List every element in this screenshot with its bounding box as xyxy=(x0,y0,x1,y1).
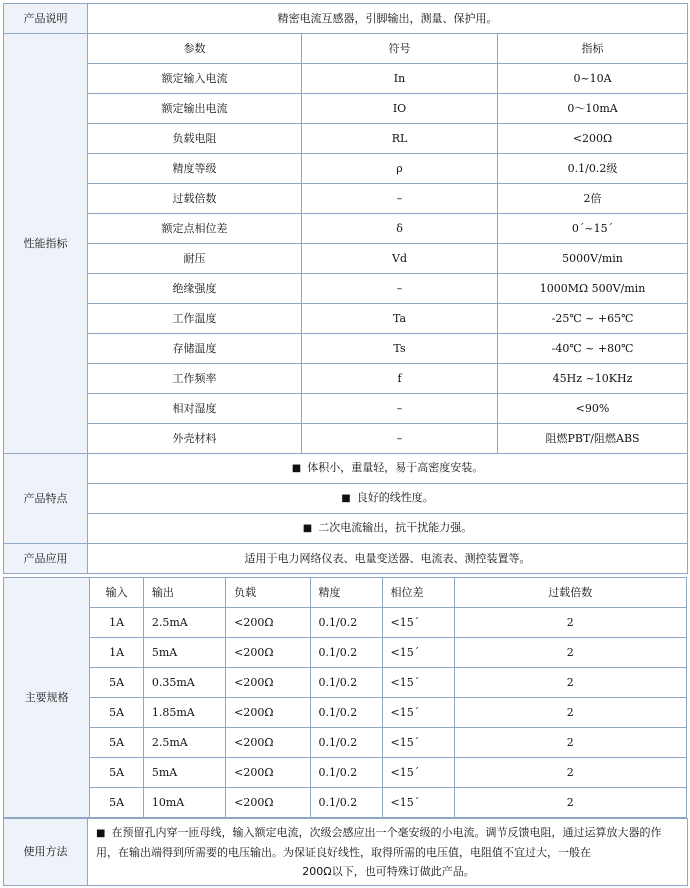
performance-row xyxy=(4,304,688,334)
param-cell: 精度等级 xyxy=(88,154,302,184)
symbol-cell: – xyxy=(302,424,498,454)
phase-cell: <15´ xyxy=(382,758,454,788)
usage-label: 使用方法 xyxy=(4,819,88,886)
param-cell: 过载倍数 xyxy=(88,184,302,214)
performance-row xyxy=(4,274,688,304)
param-cell: 工作频率 xyxy=(88,364,302,394)
usage-paragraph-end: 200Ω以下，也可特殊订做此产品。 xyxy=(302,865,475,878)
overload-cell: 2 xyxy=(454,788,687,818)
accuracy-cell: 0.1/0.2 xyxy=(310,728,382,758)
value-cell: -25℃ ~ +65℃ xyxy=(498,304,688,334)
features-label: 产品特点 xyxy=(4,454,88,544)
bullet-square-icon: ■ xyxy=(302,523,313,534)
specs-header-input: 输入 xyxy=(90,578,143,608)
input-cell: 1A xyxy=(90,638,143,668)
load-cell: <200Ω xyxy=(226,728,310,758)
header-value: 指标 xyxy=(498,34,688,64)
specs-header-accuracy: 精度 xyxy=(310,578,382,608)
input-cell: 5A xyxy=(90,788,143,818)
feature-row xyxy=(4,514,688,544)
usage-table xyxy=(3,818,688,886)
bullet-square-icon: ■ xyxy=(96,828,106,839)
value-cell: 5000V/min xyxy=(498,244,688,274)
param-cell: 负载电阻 xyxy=(88,124,302,154)
param-cell: 存储温度 xyxy=(88,334,302,364)
value-cell: <90% xyxy=(498,394,688,424)
value-cell: 2倍 xyxy=(498,184,688,214)
overload-cell: 2 xyxy=(454,668,687,698)
usage-text xyxy=(88,819,688,886)
symbol-cell: In xyxy=(302,64,498,94)
param-cell: 相对湿度 xyxy=(88,394,302,424)
value-cell: 1000MΩ 500V/min xyxy=(498,274,688,304)
output-cell: 0.35mA xyxy=(143,668,225,698)
application-label: 产品应用 xyxy=(4,544,88,574)
feature-item: ■ 体积小，重量轻，易于高密度安装。 xyxy=(88,454,688,484)
spec-row xyxy=(4,788,687,818)
specs-header-row xyxy=(4,578,687,608)
performance-row xyxy=(4,154,688,184)
phase-cell: <15´ xyxy=(382,608,454,638)
accuracy-cell: 0.1/0.2 xyxy=(310,758,382,788)
performance-row xyxy=(4,94,688,124)
phase-cell: <15´ xyxy=(382,668,454,698)
description-text: 精密电流互感器，引脚输出，测量、保护用。 xyxy=(88,4,688,34)
feature-item: ■ 二次电流输出，抗干扰能力强。 xyxy=(88,514,688,544)
symbol-cell: Ta xyxy=(302,304,498,334)
load-cell: <200Ω xyxy=(226,668,310,698)
performance-row xyxy=(4,244,688,274)
feature-row xyxy=(4,484,688,514)
spec-row xyxy=(4,668,687,698)
performance-row xyxy=(4,334,688,364)
spec-row xyxy=(4,728,687,758)
phase-cell: <15´ xyxy=(382,728,454,758)
symbol-cell: – xyxy=(302,274,498,304)
param-cell: 耐压 xyxy=(88,244,302,274)
value-cell: 阻燃PBT/阻燃ABS xyxy=(498,424,688,454)
value-cell: <200Ω xyxy=(498,124,688,154)
load-cell: <200Ω xyxy=(226,698,310,728)
output-cell: 2.5mA xyxy=(143,608,225,638)
overload-cell: 2 xyxy=(454,698,687,728)
phase-cell: <15´ xyxy=(382,638,454,668)
usage-paragraph: 在预留孔内穿一匝母线，输入额定电流，次级会感应出一个毫安级的小电流。调节反馈电阻，通过运算放大器的作用，在输出端得到所需要的电压输出。为保证良好线性，取得所需的电压值，电阻值不宜过大，一般在 xyxy=(96,826,662,859)
application-text: 适用于电力网络仪表、电量变送器、电流表、测控装置等。 xyxy=(88,544,688,574)
performance-row xyxy=(4,214,688,244)
performance-row xyxy=(4,394,688,424)
value-cell: -40℃ ~ +80℃ xyxy=(498,334,688,364)
symbol-cell: Vd xyxy=(302,244,498,274)
performance-row xyxy=(4,364,688,394)
accuracy-cell: 0.1/0.2 xyxy=(310,788,382,818)
value-cell: 0´~15´ xyxy=(498,214,688,244)
specs-header-phase: 相位差 xyxy=(382,578,454,608)
accuracy-cell: 0.1/0.2 xyxy=(310,698,382,728)
specs-header-output: 输出 xyxy=(143,578,225,608)
symbol-cell: – xyxy=(302,184,498,214)
phase-cell: <15´ xyxy=(382,698,454,728)
input-cell: 5A xyxy=(90,758,143,788)
specs-table xyxy=(3,577,687,818)
load-cell: <200Ω xyxy=(226,758,310,788)
performance-label: 性能指标 xyxy=(4,34,88,454)
output-cell: 2.5mA xyxy=(143,728,225,758)
input-cell: 5A xyxy=(90,698,143,728)
specs-header-overload: 过载倍数 xyxy=(454,578,687,608)
performance-row xyxy=(4,184,688,214)
description-row xyxy=(4,4,688,34)
input-cell: 5A xyxy=(90,728,143,758)
bullet-square-icon: ■ xyxy=(291,463,302,474)
load-cell: <200Ω xyxy=(226,638,310,668)
header-symbol: 符号 xyxy=(302,34,498,64)
output-cell: 5mA xyxy=(143,758,225,788)
specs-label: 主要规格 xyxy=(4,578,90,818)
product-spec-sheet xyxy=(3,3,687,886)
value-cell: 45Hz ~10KHz xyxy=(498,364,688,394)
symbol-cell: RL xyxy=(302,124,498,154)
overload-cell: 2 xyxy=(454,638,687,668)
symbol-cell: δ xyxy=(302,214,498,244)
param-cell: 额定输入电流 xyxy=(88,64,302,94)
spec-row xyxy=(4,698,687,728)
application-row xyxy=(4,544,688,574)
feature-item: ■ 良好的线性度。 xyxy=(88,484,688,514)
overload-cell: 2 xyxy=(454,758,687,788)
output-cell: 5mA xyxy=(143,638,225,668)
accuracy-cell: 0.1/0.2 xyxy=(310,608,382,638)
spec-row xyxy=(4,638,687,668)
spec-table-main xyxy=(3,3,688,574)
phase-cell: <15´ xyxy=(382,788,454,818)
symbol-cell: ρ xyxy=(302,154,498,184)
load-cell: <200Ω xyxy=(226,788,310,818)
accuracy-cell: 0.1/0.2 xyxy=(310,668,382,698)
value-cell: 0～10mA xyxy=(498,94,688,124)
specs-header-load: 负载 xyxy=(226,578,310,608)
load-cell: <200Ω xyxy=(226,608,310,638)
feature-row xyxy=(4,454,688,484)
header-param: 参数 xyxy=(88,34,302,64)
input-cell: 1A xyxy=(90,608,143,638)
output-cell: 1.85mA xyxy=(143,698,225,728)
param-cell: 外壳材料 xyxy=(88,424,302,454)
param-cell: 额定点相位差 xyxy=(88,214,302,244)
param-cell: 工作温度 xyxy=(88,304,302,334)
param-cell: 绝缘强度 xyxy=(88,274,302,304)
symbol-cell: Ts xyxy=(302,334,498,364)
input-cell: 5A xyxy=(90,668,143,698)
overload-cell: 2 xyxy=(454,728,687,758)
overload-cell: 2 xyxy=(454,608,687,638)
bullet-square-icon: ■ xyxy=(341,493,351,504)
value-cell: 0~10A xyxy=(498,64,688,94)
performance-header-row xyxy=(4,34,688,64)
performance-row xyxy=(4,64,688,94)
output-cell: 10mA xyxy=(143,788,225,818)
performance-row xyxy=(4,124,688,154)
symbol-cell: – xyxy=(302,394,498,424)
spec-row xyxy=(4,608,687,638)
description-label: 产品说明 xyxy=(4,4,88,34)
param-cell: 额定输出电流 xyxy=(88,94,302,124)
value-cell: 0.1/0.2级 xyxy=(498,154,688,184)
usage-row xyxy=(4,819,688,886)
symbol-cell: f xyxy=(302,364,498,394)
spec-row xyxy=(4,758,687,788)
accuracy-cell: 0.1/0.2 xyxy=(310,638,382,668)
symbol-cell: IO xyxy=(302,94,498,124)
performance-row xyxy=(4,424,688,454)
